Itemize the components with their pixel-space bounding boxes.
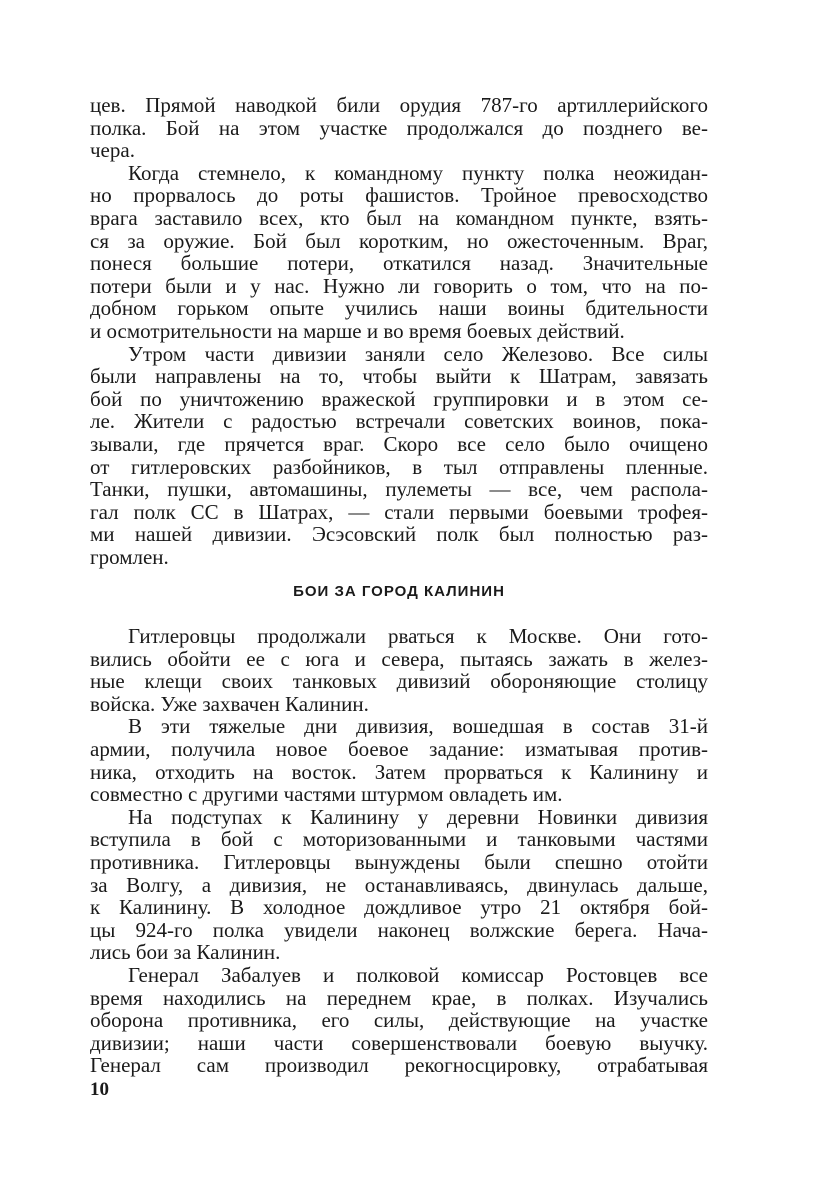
text-line: Утром части дивизии заняли село Железово. Все силы: [128, 341, 708, 366]
text-line: ми нашей дивизии. Эсэсовский полк был полностью раз-: [90, 522, 708, 547]
text-line: цы 924-го полка увидели наконец волжские берега. Нача-: [90, 917, 708, 942]
text-line: к Калинину. В холодное дождливое утро 21 октября бой-: [90, 895, 708, 920]
text-line: В эти тяжелые дни дивизия, вошедшая в состав 31-й: [128, 714, 708, 739]
text-line: Генерал сам производил рекогносцировку, отрабатывая: [90, 1053, 708, 1078]
text-line: совместно с другими частями штурмом овладеть им.: [90, 782, 563, 807]
text-line: громлен.: [90, 544, 169, 569]
text-line: вились обойти ее с юга и севера, пытаясь зажать в желез-: [90, 646, 708, 671]
text-line: врага заставило всех, кто был на командном пункте, взять-: [90, 205, 708, 230]
text-line: Когда стемнело, к командному пункту полка неожидан-: [128, 160, 708, 185]
text-line: дивизии; наши части совершенствовали боевую выучку.: [90, 1030, 708, 1055]
text-line: лись бои за Калинин.: [90, 940, 281, 965]
section-heading: БОИ ЗА ГОРОД КАЛИНИН: [293, 583, 505, 600]
text-line: потери были и у нас. Нужно ли говорить о том, что на по-: [90, 273, 708, 298]
text-line: войска. Уже захвачен Калинин.: [90, 691, 369, 716]
text-line: ся за оружие. Бой был коротким, но ожесточенным. Враг,: [90, 228, 708, 253]
text-line: На подступах к Калинину у деревни Новинки дивизия: [128, 804, 708, 829]
text-line: но прорвалось до роты фашистов. Тройное превосходство: [90, 183, 708, 208]
text-line: противника. Гитлеровцы вынуждены были спешно отойти: [90, 849, 708, 874]
page-number: 10: [90, 1079, 109, 1100]
text-line: ные клещи своих танковых дивизий обороняющие столицу: [90, 669, 708, 694]
text-line: добном горьком опыте учились наши воины бдительности: [90, 296, 708, 321]
text-line: Гитлеровцы продолжали рваться к Москве. Они гото-: [128, 624, 708, 648]
text-line: цев. Прямой наводкой били орудия 787-го артиллерийского: [90, 93, 708, 117]
text-line: Генерал Забалуев и полковой комиссар Ростовцев все: [128, 962, 708, 987]
text-line: за Волгу, а дивизия, не останавливаясь, двинулась дальше,: [90, 872, 708, 897]
text-line: были направлены на то, чтобы выйти к Шатрам, завязать: [90, 364, 708, 389]
text-line: оборона противника, его силы, действующие на участке: [90, 1008, 708, 1033]
text-line: и осмотрительности на марше и во время боевых действий.: [90, 318, 625, 343]
text-line: ле. Жители с радостью встречали советских воинов, пока-: [90, 409, 708, 434]
text-block-top: [90, 94, 708, 568]
text-line: армии, получила новое боевое задание: изматывая против-: [90, 736, 708, 761]
text-line: бой по уничтожению вражеской группировки и в этом се-: [90, 386, 708, 411]
text-line: вступила в бой с моторизованными и танковыми частями: [90, 827, 708, 852]
text-line: от гитлеровских разбойников, в тыл отправлены пленные.: [90, 454, 708, 479]
text-line: полка. Бой на этом участке продолжался до позднего ве-: [90, 115, 708, 140]
text-block-bottom: [90, 625, 708, 1077]
text-line: зывали, где прячется враг. Скоро все село было очищено: [90, 431, 708, 456]
text-line: понеся большие потери, откатился назад. Значительные: [90, 251, 708, 276]
text-line: время находились на переднем крае, в полках. Изучались: [90, 985, 708, 1010]
text-line: гал полк СС в Шатрах, — стали первыми боевыми трофея-: [90, 499, 708, 524]
text-line: ника, отходить на восток. Затем прорваться к Калинину и: [90, 759, 708, 784]
text-line: Танки, пушки, автомашины, пулеметы — все, чем распола-: [90, 477, 708, 502]
text-line: чера.: [90, 138, 135, 163]
